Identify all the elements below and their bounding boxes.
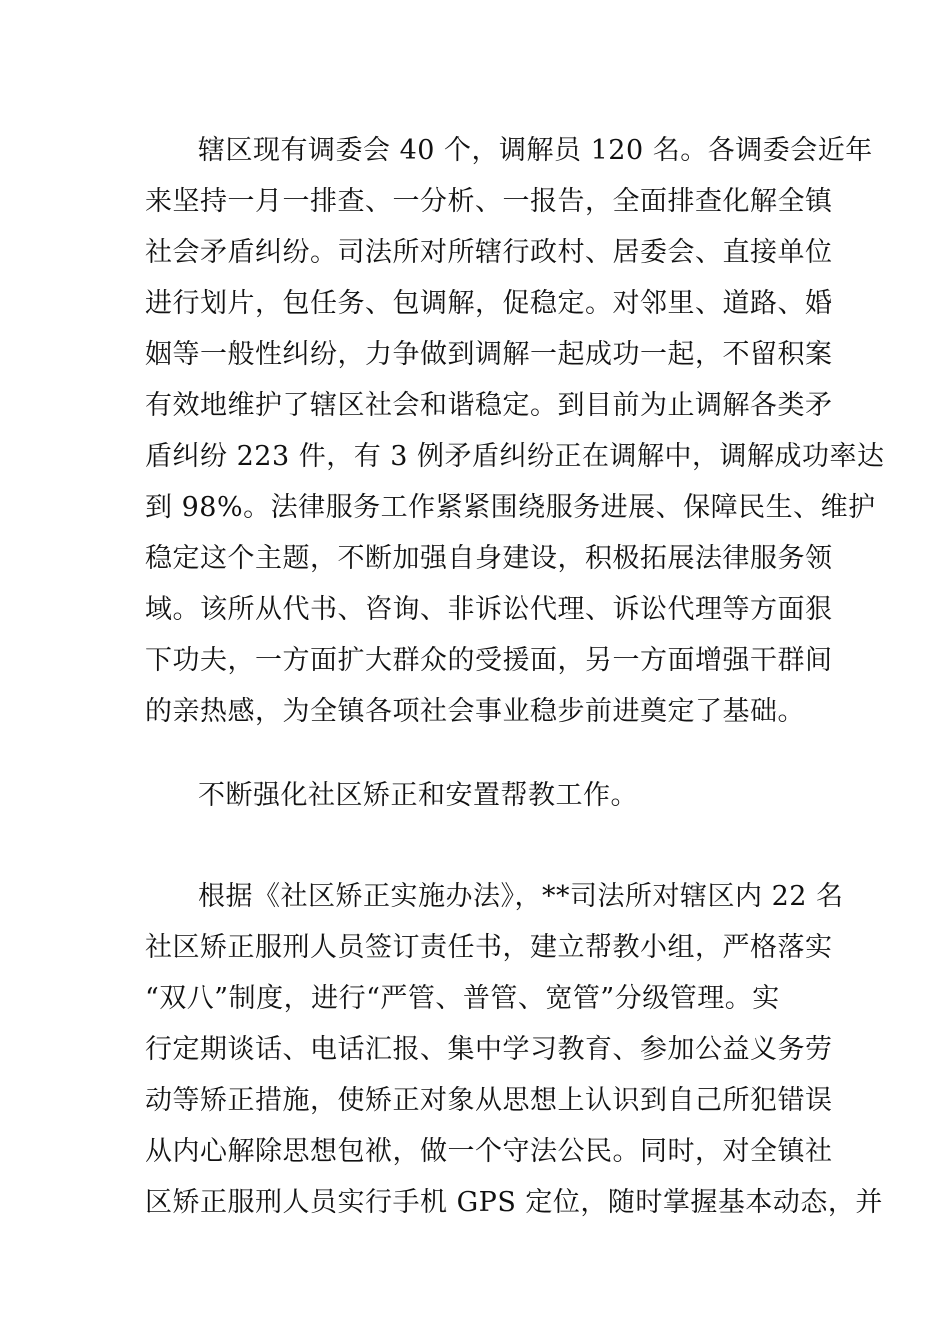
text-line: 到 98%。法律服务工作紧紧围绕服务进展、保障民生、维护 (145, 492, 876, 523)
text-line: 的亲热感，为全镇各项社会事业稳步前进奠定了基础。 (145, 696, 805, 727)
text-line: 社会矛盾纠纷。司法所对所辖行政村、居委会、直接单位 (145, 237, 833, 268)
text-line: 稳定这个主题，不断加强自身建设，积极拓展法律服务领 (145, 543, 833, 574)
text-line: 下功夫，一方面扩大群众的受援面，另一方面增强干群间 (145, 645, 833, 676)
text-line: 从内心解除思想包袱，做一个守法公民。同时，对全镇社 (145, 1136, 833, 1167)
text-line: 进行划片，包任务、包调解，促稳定。对邻里、道路、婚 (145, 288, 833, 319)
text-line: 社区矫正服刑人员签订责任书，建立帮教小组，严格落实 (145, 932, 833, 963)
text-line: 域。该所从代书、咨询、非诉讼代理、诉讼代理等方面狠 (145, 594, 833, 625)
text-line: 辖区现有调委会 40 个，调解员 120 名。各调委会近年 (198, 135, 873, 166)
text-line: 来坚持一月一排查、一分析、一报告，全面排查化解全镇 (145, 186, 833, 217)
text-line: “双八”制度，进行“严管、普管、宽管”分级管理。实 (145, 983, 780, 1014)
text-line: 姻等一般性纠纷，力争做到调解一起成功一起，不留积案 (145, 339, 833, 370)
text-line: 行定期谈话、电话汇报、集中学习教育、参加公益义务劳 (145, 1034, 833, 1065)
section-heading: 不断强化社区矫正和安置帮教工作。 (198, 780, 638, 811)
text-line: 根据《社区矫正实施办法》，**司法所对辖区内 22 名 (198, 881, 844, 912)
text-line: 有效地维护了辖区社会和谐稳定。到目前为止调解各类矛 (145, 390, 833, 421)
text-line: 动等矫正措施，使矫正对象从思想上认识到自己所犯错误 (145, 1085, 833, 1116)
text-line: 区矫正服刑人员实行手机 GPS 定位，随时掌握基本动态，并 (145, 1187, 883, 1218)
text-line: 盾纠纷 223 件，有 3 例矛盾纠纷正在调解中，调解成功率达 (145, 441, 885, 472)
